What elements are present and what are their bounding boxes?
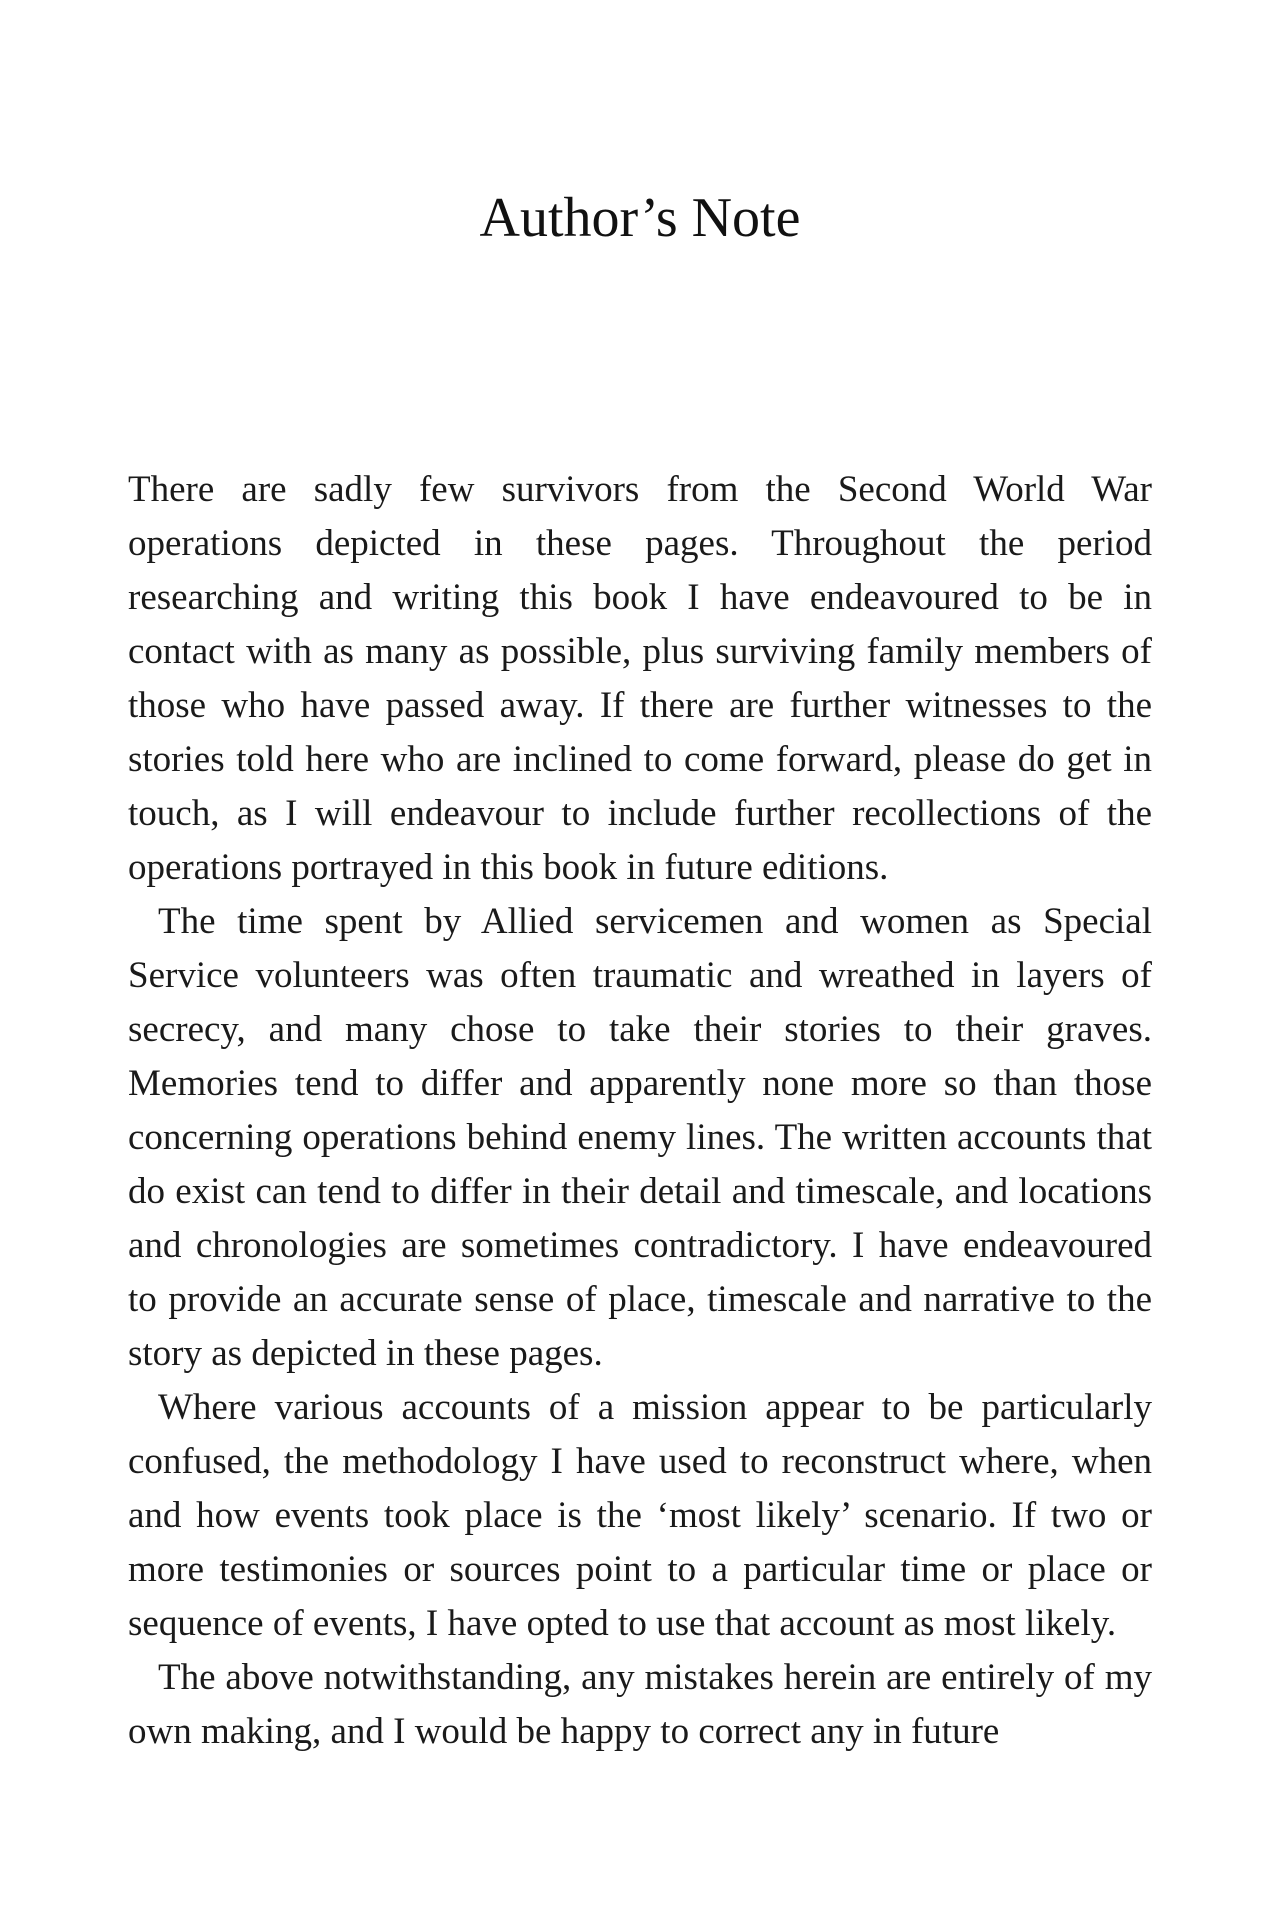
paragraph-4: The above notwithstanding, any mistakes herein are entirely of my own making, and I would be happy to correct any in future	[128, 1657, 1152, 1752]
body-text	[128, 463, 1152, 1759]
paragraph-2: The time spent by Allied servicemen and women as Special Service volunteers was often traumatic and wreathed in layers of secrecy, and many chose to take their stories to their graves. Memories tend to differ and apparently none more so than those concerning operations behind enemy lines. The written accounts that do exist can tend to differ in their detail and timescale, and locations and chronologies are sometimes contradictory. I have endeavoured to provide an accurate sense of place, timescale and narrative to the story as depicted in these pages.	[128, 901, 1152, 1374]
page-title: Author’s Note	[479, 187, 801, 249]
paragraph-1: There are sadly few survivors from the Second World War operations depicted in these pages. Throughout the period researching and writing this book I have endeavoured to be in contact with as many as possible, plus surviving family members of those who have passed away. If there are further witnesses to the stories told here who are inclined to come forward, please do get in touch, as I will endeavour to include further recollections of the operations portrayed in this book in future editions.	[128, 469, 1152, 888]
paragraph-3: Where various accounts of a mission appear to be particularly confused, the methodology I have used to reconstruct where, when and how events took place is the ‘most likely’ scenario. If two or more testimonies or sources point to a particular time or place or sequence of events, I have opted to use that account as most likely.	[128, 1387, 1152, 1644]
